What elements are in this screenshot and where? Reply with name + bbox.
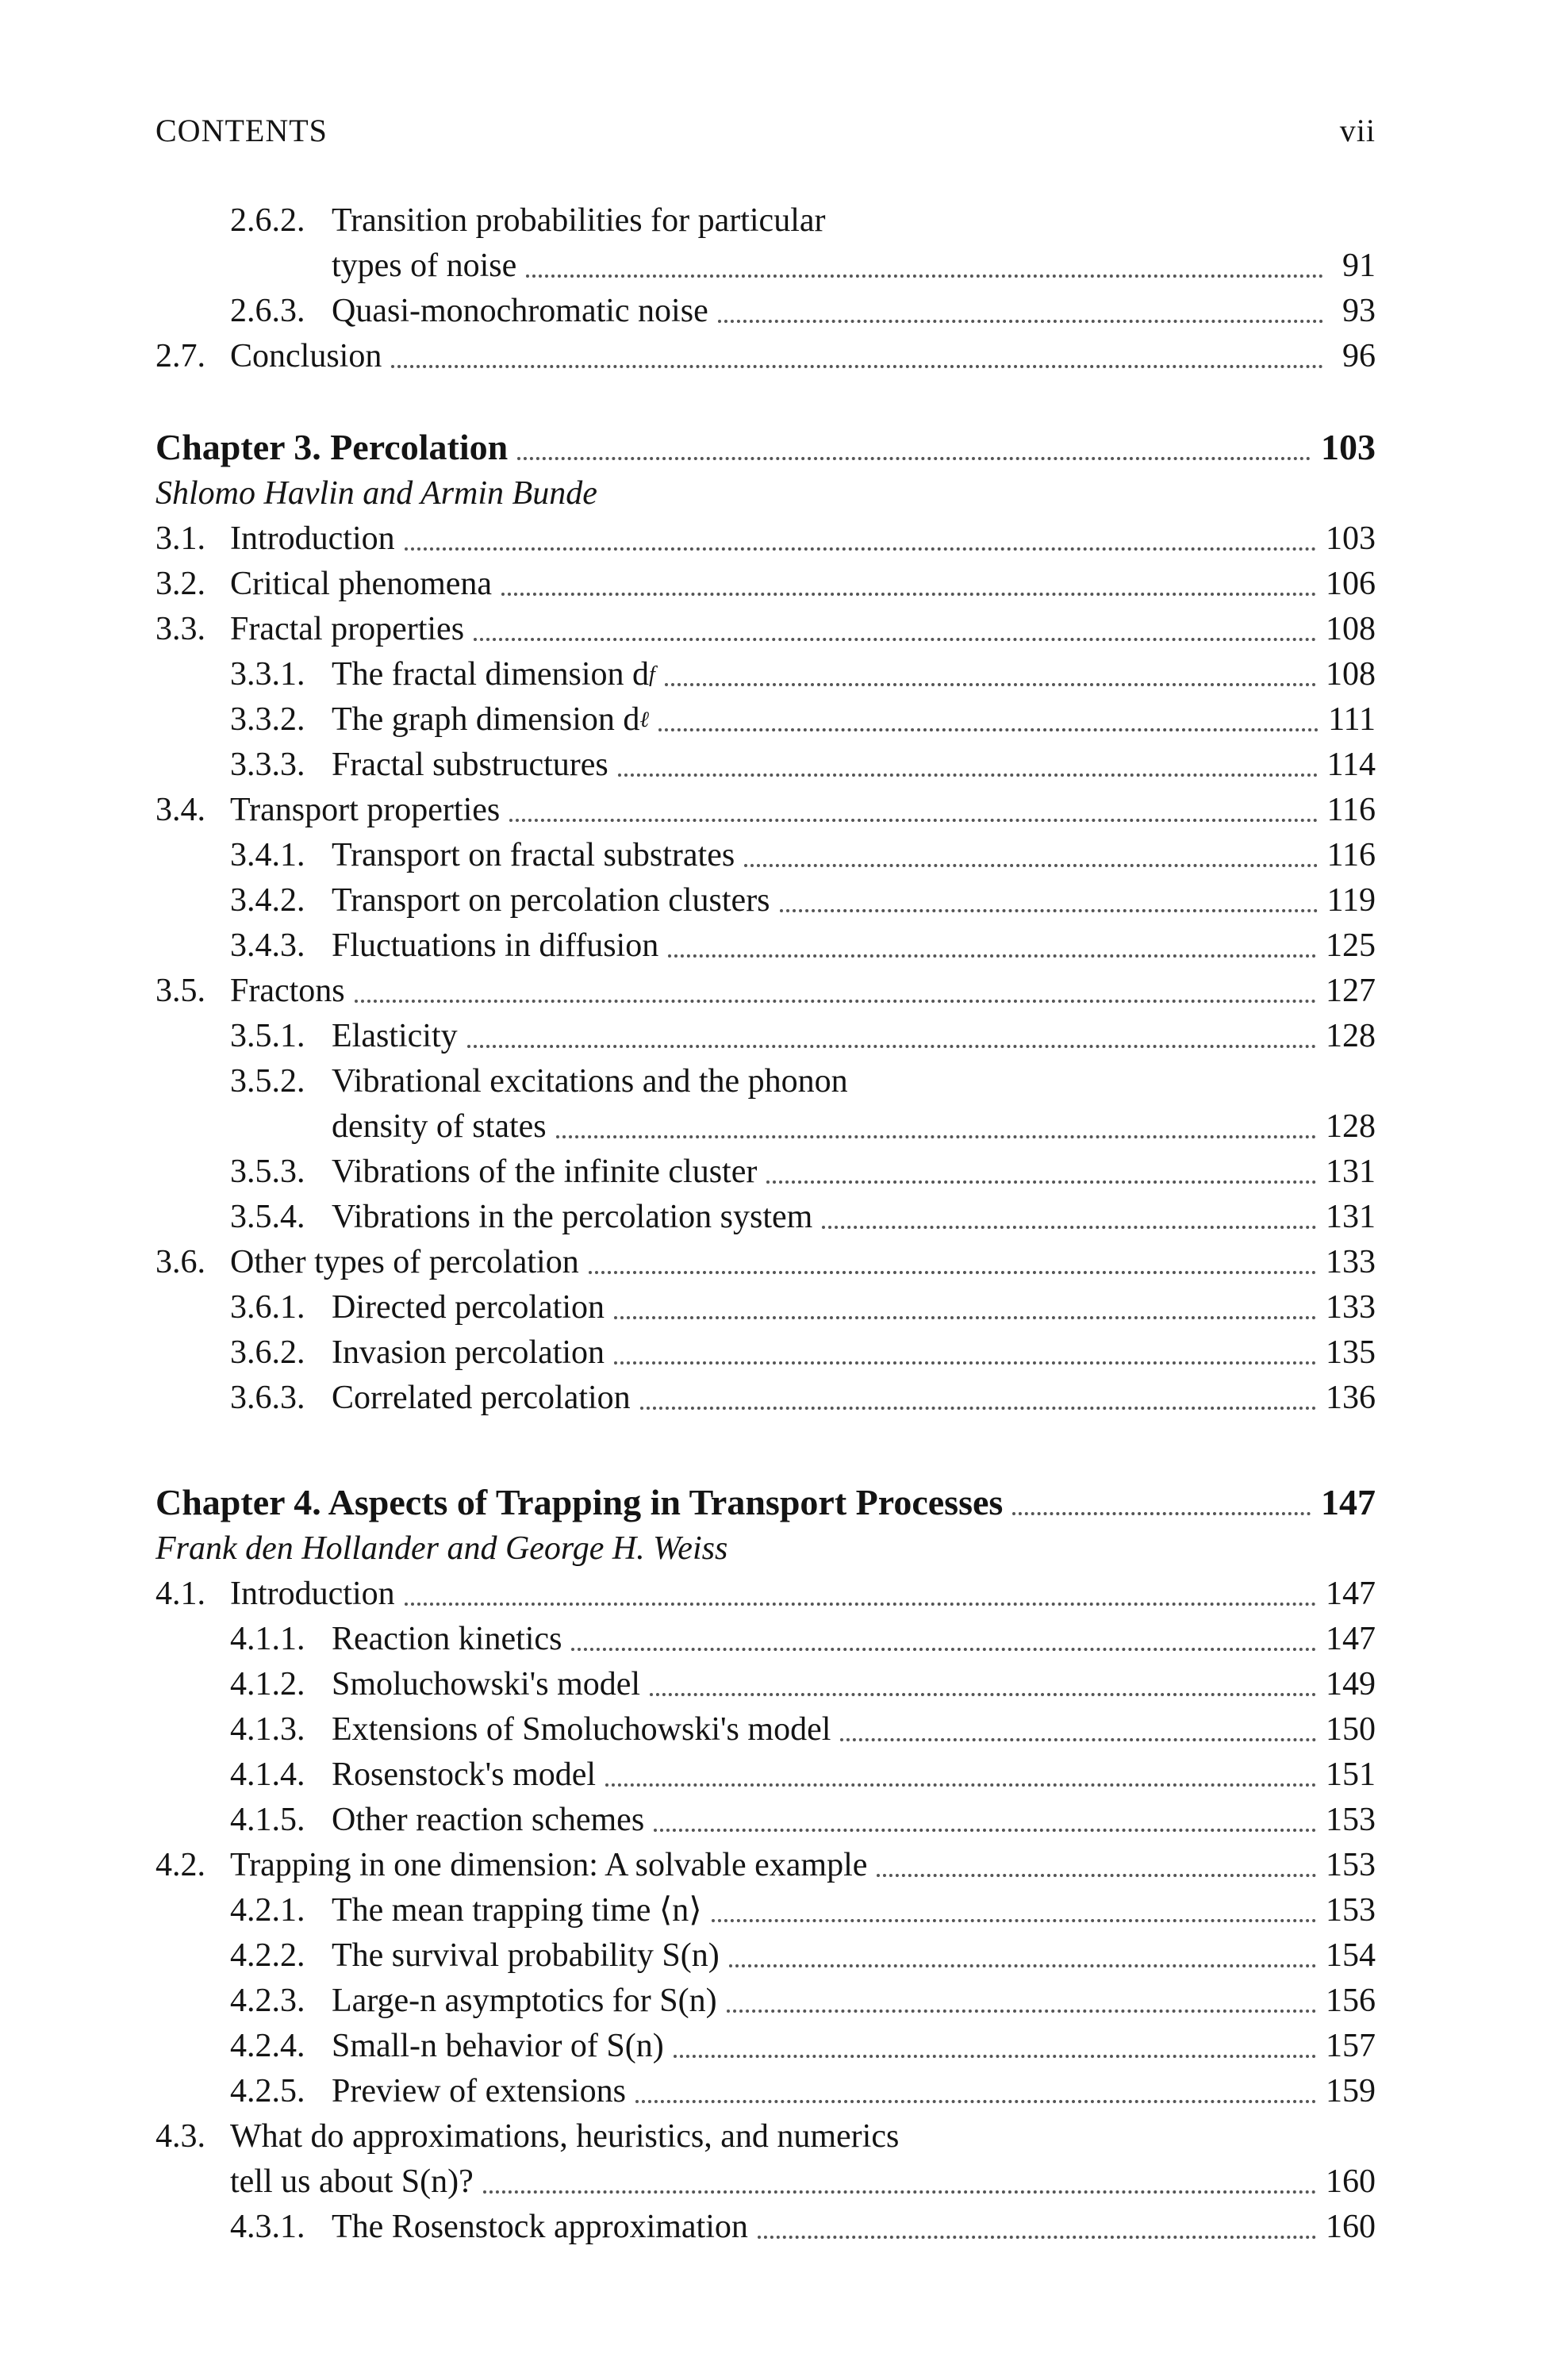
toc-entry-3-6-3[interactable] xyxy=(155,1376,1376,1421)
entry-title: Trapping in one dimension: A solvable example xyxy=(230,1847,868,1883)
entry-title-cont: density of states xyxy=(332,1108,547,1145)
entry-title: Preview of extensions xyxy=(332,2073,626,2109)
entry-number: 3.6.2. xyxy=(230,1334,305,1371)
toc-entry-3-3-1[interactable] xyxy=(155,652,1376,697)
entry-page: 153 xyxy=(1326,1892,1376,1929)
dot-leader xyxy=(668,954,1316,958)
toc-entry-3-4-1[interactable] xyxy=(155,833,1376,878)
toc-entry-2-6-2[interactable] xyxy=(155,198,1376,244)
entry-number: 4.2.2. xyxy=(230,1937,305,1974)
entry-page: 156 xyxy=(1326,1983,1376,2019)
entry-title: Smoluchowski's model xyxy=(332,1666,641,1702)
entry-number: 3.5. xyxy=(155,973,205,1009)
entry-page: 119 xyxy=(1326,882,1376,919)
entry-number: 4.1.5. xyxy=(230,1802,305,1838)
entry-number: 4.2.1. xyxy=(230,1892,305,1929)
dot-leader xyxy=(355,1000,1316,1003)
dot-leader xyxy=(877,1874,1316,1877)
toc-entry-3-5-2[interactable] xyxy=(155,1059,1376,1104)
entry-title: Transport on fractal substrates xyxy=(332,837,735,873)
toc-entry-3-5[interactable] xyxy=(155,969,1376,1014)
entry-title: Transition probabilities for particular xyxy=(332,202,826,239)
toc-entry-3-3[interactable] xyxy=(155,607,1376,652)
dot-leader xyxy=(780,909,1318,912)
entry-title-cont: types of noise xyxy=(332,248,517,284)
chapter-3-authors: Shlomo Havlin and Armin Bunde xyxy=(155,475,597,512)
dot-leader xyxy=(589,1271,1316,1274)
entry-number: 4.2.4. xyxy=(230,2028,305,2064)
entry-title: The mean trapping time ⟨n⟩ xyxy=(332,1892,702,1929)
dot-leader xyxy=(766,1180,1316,1184)
toc-entry-3-2[interactable] xyxy=(155,562,1376,607)
dot-leader xyxy=(658,728,1319,731)
entry-page: 114 xyxy=(1326,747,1376,783)
entry-number: 3.3.3. xyxy=(230,747,305,783)
toc-entry-3-4-3[interactable] xyxy=(155,923,1376,969)
entry-number: 4.1.4. xyxy=(230,1756,305,1793)
chapter-page: 103 xyxy=(1321,427,1376,467)
chapter-page: 147 xyxy=(1321,1482,1376,1522)
dot-leader xyxy=(501,593,1316,596)
dot-leader xyxy=(758,2236,1316,2239)
entry-title: Fractons xyxy=(230,973,345,1009)
toc-entry-4-1-1[interactable] xyxy=(155,1617,1376,1662)
dot-leader xyxy=(744,864,1317,867)
entry-number: 3.4.3. xyxy=(230,927,305,964)
entry-title: Rosenstock's model xyxy=(332,1756,597,1793)
entry-page: 108 xyxy=(1326,656,1376,693)
entry-page: 108 xyxy=(1326,611,1376,647)
toc-entry-4-1-3[interactable] xyxy=(155,1707,1376,1752)
entry-title: Transport on percolation clusters xyxy=(332,882,770,919)
entry-title: Other types of percolation xyxy=(230,1244,579,1280)
entry-page: 149 xyxy=(1326,1666,1376,1702)
entry-title: Other reaction schemes xyxy=(332,1802,645,1838)
entry-title: Introduction xyxy=(230,1576,395,1612)
entry-title: What do approximations, heuristics, and numerics xyxy=(230,2118,900,2155)
chapter-3-entries xyxy=(155,516,1376,1421)
entry-page: 116 xyxy=(1326,792,1376,828)
entry-page: 154 xyxy=(1326,1937,1376,1974)
entry-page: 147 xyxy=(1326,1621,1376,1657)
chapter-4-heading[interactable] xyxy=(155,1479,1376,1526)
entry-number: 4.2. xyxy=(155,1847,205,1883)
chapter-title: Chapter 3. Percolation xyxy=(155,427,509,467)
entry-page: 133 xyxy=(1326,1244,1376,1280)
toc-entry-3-5-2-cont[interactable] xyxy=(155,1104,1376,1150)
toc-entry-4-2-2[interactable] xyxy=(155,1933,1376,1979)
chapter-title: Chapter 4. Aspects of Trapping in Transport Processes xyxy=(155,1482,1004,1522)
dot-leader xyxy=(614,1316,1316,1319)
dot-leader xyxy=(822,1226,1316,1229)
entry-page: 153 xyxy=(1326,1802,1376,1838)
dot-leader xyxy=(712,1919,1316,1922)
dot-leader xyxy=(571,1648,1316,1651)
entry-page: 151 xyxy=(1326,1756,1376,1793)
entry-number: 3.3. xyxy=(155,611,205,647)
entry-title: Elasticity xyxy=(332,1018,458,1054)
toc-entry-2-6-2-cont[interactable] xyxy=(155,244,1376,289)
toc-entry-3-5-1[interactable] xyxy=(155,1014,1376,1059)
toc-entry-3-4-2[interactable] xyxy=(155,878,1376,923)
dot-leader xyxy=(483,2190,1316,2194)
entry-number: 3.2. xyxy=(155,566,205,602)
toc-entry-4-2-3[interactable] xyxy=(155,1979,1376,2024)
entry-number: 3.6.3. xyxy=(230,1380,305,1416)
entry-number: 4.2.3. xyxy=(230,1983,305,2019)
toc-entry-3-4[interactable] xyxy=(155,788,1376,833)
entry-number: 2.6.2. xyxy=(230,202,305,239)
entry-number: 2.7. xyxy=(155,338,205,374)
entry-page: 128 xyxy=(1326,1108,1376,1145)
entry-number: 3.3.1. xyxy=(230,656,305,693)
entry-page: 135 xyxy=(1326,1334,1376,1371)
toc-entry-2-6-3[interactable] xyxy=(155,289,1376,334)
entry-page: 147 xyxy=(1326,1576,1376,1612)
entry-title: Critical phenomena xyxy=(230,566,493,602)
entry-number: 3.3.2. xyxy=(230,701,305,738)
entry-number: 3.4.1. xyxy=(230,837,305,873)
dot-leader xyxy=(509,819,1317,822)
entry-number: 3.6. xyxy=(155,1244,205,1280)
chapter-4-authors: Frank den Hollander and George H. Weiss xyxy=(155,1530,728,1567)
dot-leader xyxy=(614,1361,1316,1365)
entry-page: 133 xyxy=(1326,1289,1376,1326)
dot-leader xyxy=(517,457,1311,460)
entry-number: 3.5.2. xyxy=(230,1063,305,1100)
entry-number: 4.1. xyxy=(155,1576,205,1612)
entry-number: 4.3. xyxy=(155,2118,205,2155)
entry-title: The fractal dimension d xyxy=(332,656,650,693)
entry-title: Vibrations of the infinite cluster xyxy=(332,1154,758,1190)
entry-title: Quasi-monochromatic noise xyxy=(332,293,708,329)
dot-leader xyxy=(405,1603,1316,1606)
entry-title: Vibrations in the percolation system xyxy=(332,1199,813,1235)
toc-entry-4-1-4[interactable] xyxy=(155,1752,1376,1798)
entry-number: 3.5.1. xyxy=(230,1018,305,1054)
chapter-4-entries xyxy=(155,1572,1376,2250)
entry-number: 3.4. xyxy=(155,792,205,828)
entry-title: Small-n behavior of S(n) xyxy=(332,2028,664,2064)
entry-title: Invasion percolation xyxy=(332,1334,605,1371)
entry-title: The survival probability S(n) xyxy=(332,1937,720,1974)
entry-number: 4.2.5. xyxy=(230,2073,305,2109)
toc-entry-4-3-cont[interactable] xyxy=(155,2159,1376,2205)
dot-leader xyxy=(618,774,1318,777)
entry-page: 116 xyxy=(1326,837,1376,873)
entry-title-subscript: ℓ xyxy=(639,708,650,732)
toc-entry-2-7[interactable] xyxy=(155,334,1376,379)
entry-page: 150 xyxy=(1326,1711,1376,1748)
dot-leader xyxy=(405,547,1316,551)
entry-page: 157 xyxy=(1326,2028,1376,2064)
entry-title: Fluctuations in diffusion xyxy=(332,927,659,964)
toc-entry-4-3[interactable] xyxy=(155,2114,1376,2159)
entry-title: Directed percolation xyxy=(332,1289,605,1326)
entry-number: 4.1.2. xyxy=(230,1666,305,1702)
toc-entry-4-1[interactable] xyxy=(155,1572,1376,1617)
toc-entry-3-6-2[interactable] xyxy=(155,1330,1376,1376)
dot-leader xyxy=(467,1045,1316,1048)
entry-number: 4.3.1. xyxy=(230,2209,305,2245)
entry-title: Fractal properties xyxy=(230,611,465,647)
dot-leader xyxy=(556,1135,1316,1138)
entry-page: 131 xyxy=(1326,1199,1376,1235)
dot-leader xyxy=(650,1693,1316,1696)
entry-title: Transport properties xyxy=(230,792,501,828)
entry-title: Introduction xyxy=(230,520,395,557)
toc-entry-4-3-1[interactable] xyxy=(155,2205,1376,2250)
entry-page: 128 xyxy=(1326,1018,1376,1054)
toc-entry-4-1-5[interactable] xyxy=(155,1798,1376,1843)
toc-entry-4-2[interactable] xyxy=(155,1843,1376,1888)
running-head-title: CONTENTS xyxy=(155,113,328,148)
chapter-3-heading[interactable] xyxy=(155,424,1376,471)
entry-title: Reaction kinetics xyxy=(332,1621,562,1657)
entry-title-cont: tell us about S(n)? xyxy=(230,2163,474,2200)
entry-number: 2.6.3. xyxy=(230,293,305,329)
entry-title: The graph dimension d xyxy=(332,701,640,738)
entry-page: 127 xyxy=(1326,973,1376,1009)
entry-title: Large-n asymptotics for S(n) xyxy=(332,1983,717,2019)
dot-leader xyxy=(635,2100,1316,2103)
entry-page: 160 xyxy=(1326,2163,1376,2200)
entry-page: 136 xyxy=(1326,1380,1376,1416)
entry-page: 153 xyxy=(1326,1847,1376,1883)
toc-entry-3-5-3[interactable] xyxy=(155,1150,1376,1195)
toc-entry-3-3-3[interactable] xyxy=(155,743,1376,788)
entry-number: 3.4.2. xyxy=(230,882,305,919)
entry-number: 3.5.3. xyxy=(230,1154,305,1190)
dot-leader xyxy=(729,1964,1316,1967)
toc-entry-4-1-2[interactable] xyxy=(155,1662,1376,1707)
running-head xyxy=(155,111,1376,151)
entry-page: 159 xyxy=(1326,2073,1376,2109)
dot-leader xyxy=(727,2010,1316,2013)
entry-title: Extensions of Smoluchowski's model xyxy=(332,1711,831,1748)
dot-leader xyxy=(640,1407,1316,1410)
entry-page: 111 xyxy=(1328,701,1376,738)
entry-page: 103 xyxy=(1326,520,1376,557)
toc-entry-4-2-5[interactable] xyxy=(155,2069,1376,2114)
dot-leader xyxy=(1012,1512,1311,1515)
toc-entry-4-2-4[interactable] xyxy=(155,2024,1376,2069)
entry-page: 93 xyxy=(1342,293,1376,329)
toc-entry-3-6-1[interactable] xyxy=(155,1285,1376,1330)
dot-leader xyxy=(526,274,1323,278)
dot-leader xyxy=(474,638,1316,641)
dot-leader xyxy=(840,1738,1316,1741)
dot-leader xyxy=(605,1783,1316,1787)
page-number-roman: vii xyxy=(1339,113,1376,148)
table-of-contents xyxy=(155,198,1376,2250)
toc-entry-4-2-1[interactable] xyxy=(155,1888,1376,1933)
toc-entry-3-1[interactable] xyxy=(155,516,1376,562)
entry-title: Fractal substructures xyxy=(332,747,608,783)
dot-leader xyxy=(665,683,1316,686)
entry-page: 96 xyxy=(1342,338,1376,374)
entry-number: 3.1. xyxy=(155,520,205,557)
dot-leader xyxy=(391,365,1323,368)
entry-page: 160 xyxy=(1326,2209,1376,2245)
entry-page: 106 xyxy=(1326,566,1376,602)
entry-page: 131 xyxy=(1326,1154,1376,1190)
entry-title: Conclusion xyxy=(230,338,382,374)
dot-leader xyxy=(674,2055,1316,2058)
toc-entry-3-5-4[interactable] xyxy=(155,1195,1376,1240)
toc-entry-3-3-2[interactable] xyxy=(155,697,1376,743)
dot-leader xyxy=(654,1829,1316,1832)
entry-page: 125 xyxy=(1326,927,1376,964)
entry-title: The Rosenstock approximation xyxy=(332,2209,748,2245)
entry-number: 3.6.1. xyxy=(230,1289,305,1326)
entry-title: Correlated percolation xyxy=(332,1380,631,1416)
toc-entry-3-6[interactable] xyxy=(155,1240,1376,1285)
entry-number: 4.1.3. xyxy=(230,1711,305,1748)
entry-title-subscript: f xyxy=(649,662,655,687)
entry-page: 91 xyxy=(1342,248,1376,284)
entry-number: 4.1.1. xyxy=(230,1621,305,1657)
entry-number: 3.5.4. xyxy=(230,1199,305,1235)
entry-title: Vibrational excitations and the phonon xyxy=(332,1063,848,1100)
dot-leader xyxy=(718,320,1323,323)
